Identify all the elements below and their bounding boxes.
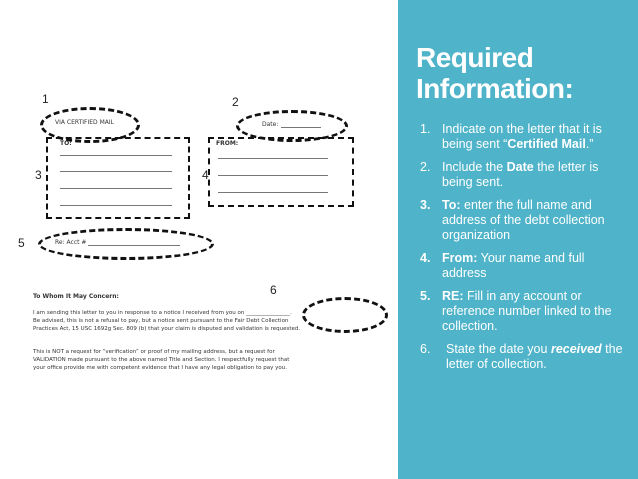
- item-number: 6.: [420, 342, 431, 356]
- marker-5: 5: [18, 236, 25, 250]
- paragraph-2-line: VALIDATION made pursuant to the above named Title and Section. I respectfully request that: [33, 357, 290, 363]
- panel-title-line-2: Information:: [416, 73, 574, 104]
- date-label: Date:: [262, 121, 279, 128]
- item-text: the letter of collection.: [446, 342, 623, 371]
- item-number: 1.: [420, 122, 431, 136]
- paragraph-2-line: your office provide me with competent evidence that I have any legal obligation to pay you.: [33, 365, 287, 371]
- list-item: [420, 122, 630, 152]
- list-item: [420, 342, 630, 372]
- list-item: [420, 198, 630, 243]
- requirements-list: [420, 122, 630, 380]
- list-item: [420, 289, 630, 334]
- marker-2: 2: [232, 95, 239, 109]
- letter-paragraph-2: [33, 348, 385, 372]
- marker-1: 1: [42, 92, 49, 106]
- list-item: [420, 251, 630, 281]
- item-label: From:: [442, 251, 478, 265]
- highlight-box-from: [208, 137, 354, 207]
- paragraph-2-line: This is NOT a request for “verification” or proof of my mailing address, but a request for: [33, 349, 275, 355]
- marker-4: 4: [202, 168, 209, 182]
- item-text: Include the: [442, 160, 507, 174]
- item-number: 2.: [420, 160, 431, 174]
- item-text: Your name and full address: [442, 251, 585, 280]
- panel-title-line-1: Required: [416, 42, 534, 73]
- via-certified-mail-text: VIA CERTIFIED MAIL: [55, 119, 114, 126]
- item-number: 5.: [420, 289, 431, 303]
- from-label: FROM:: [216, 140, 239, 147]
- item-text: Indicate on the letter that it is being sent “: [442, 122, 602, 151]
- salutation: To Whom It May Concern:: [33, 293, 119, 300]
- item-bold-text: Date: [506, 160, 534, 174]
- re-label: Re: Acct #: [55, 239, 87, 246]
- item-label: RE:: [442, 289, 464, 303]
- item-number: 4.: [420, 251, 431, 265]
- marker-3: 3: [35, 168, 42, 182]
- item-text: Fill in any account or reference number linked to the collection.: [442, 289, 612, 333]
- item-text: State the date you: [446, 342, 551, 356]
- panel-title: [416, 42, 573, 104]
- highlight-box-to: [46, 137, 190, 219]
- item-number: 3.: [420, 198, 431, 212]
- letter-paragraph-1: [33, 309, 385, 333]
- required-information-panel: [398, 0, 638, 479]
- list-item: [420, 160, 630, 190]
- to-label: TO:: [60, 140, 72, 147]
- item-bold-italic-text: received: [550, 342, 602, 356]
- item-text: enter the full name and address of the debt collection organization: [442, 198, 605, 242]
- item-label: To:: [442, 198, 461, 212]
- paragraph-1-line: I am sending this letter to you in response to a notice I received from you on ________________.: [33, 310, 292, 316]
- paragraph-1-line: Practices Act, 15 USC 1692g Sec. 809 (b) that your claim is disputed and validation is requested.: [33, 326, 301, 332]
- item-text: the letter is being sent.: [442, 160, 599, 189]
- item-text: .”: [585, 137, 594, 151]
- paragraph-1-line: Be advised, this is not a refusal to pay, but a notice sent pursuant to the Fair Debt Collection: [33, 318, 289, 324]
- item-bold-text: Certified Mail: [507, 137, 586, 151]
- marker-6: 6: [270, 283, 277, 297]
